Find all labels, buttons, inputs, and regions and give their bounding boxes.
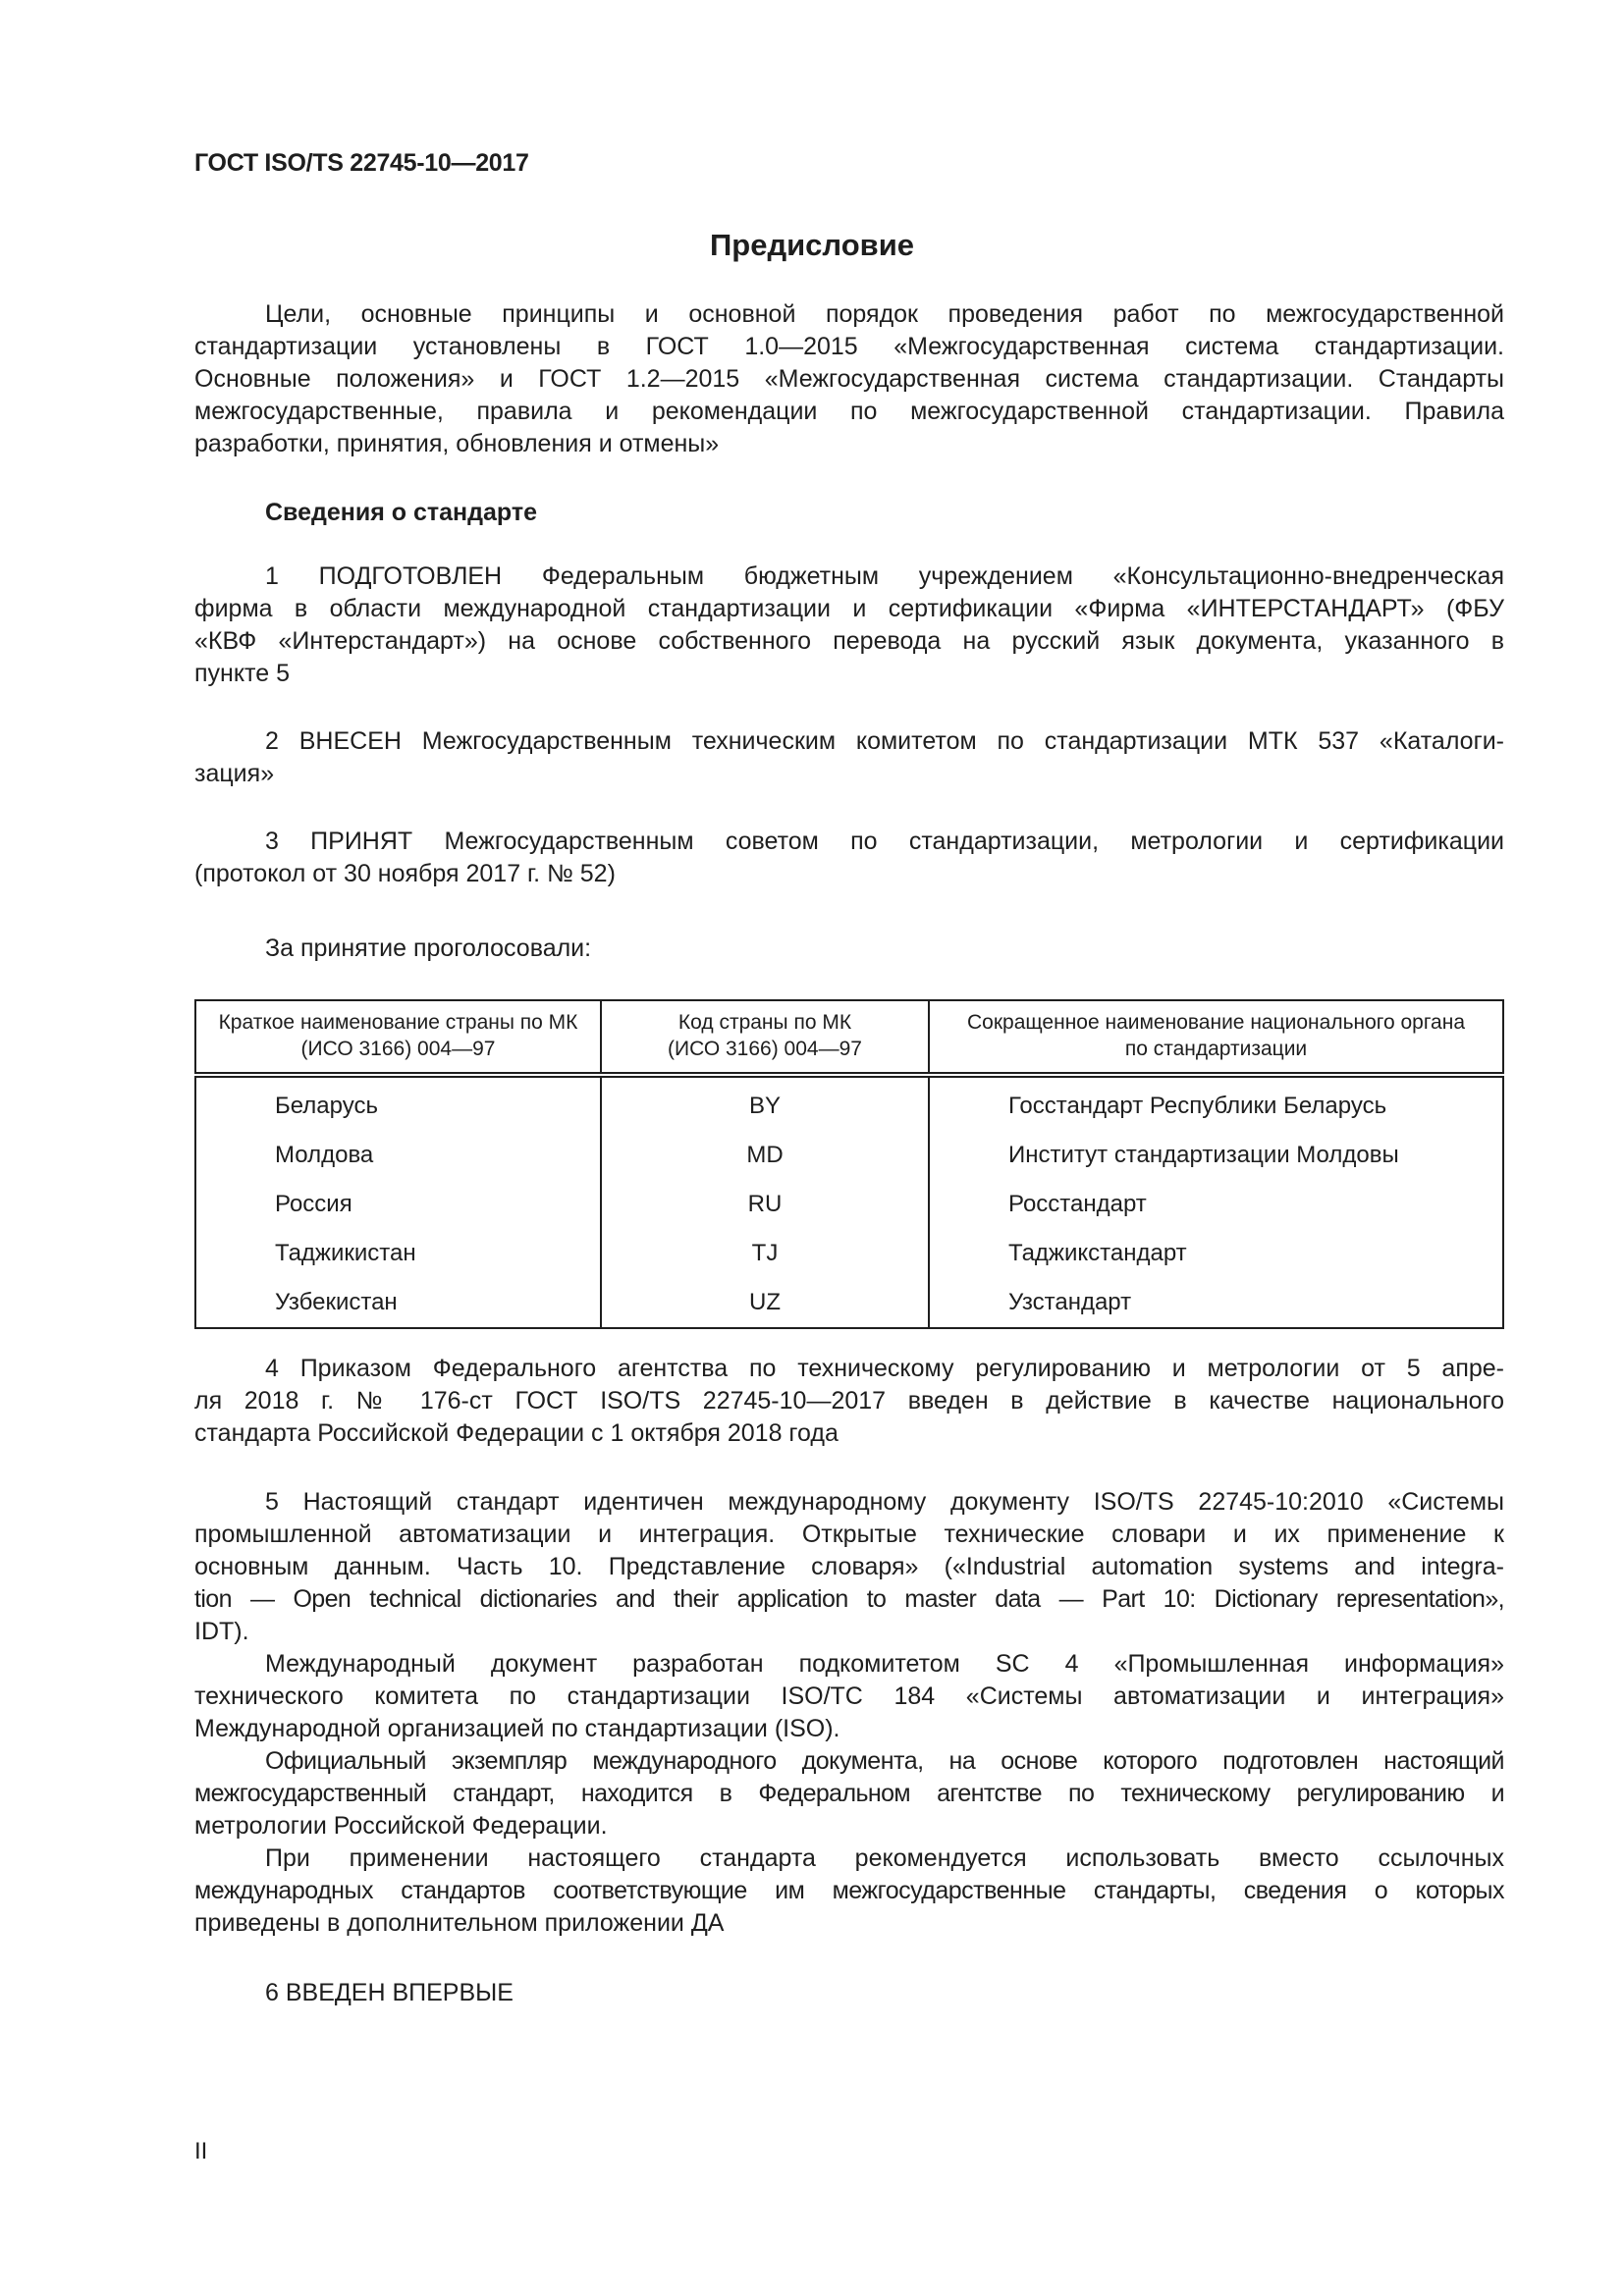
country-cell: Беларусь (195, 1075, 601, 1131)
authority-cell: Узстандарт (1008, 1289, 1132, 1315)
text-line: промышленной автоматизации и интеграция. Открытые технические словари и их применение к (194, 1521, 1504, 1548)
country-cell: Таджикистан (195, 1229, 601, 1278)
column-header-code: Код страны по МК (ИСО 3166) 004—97 (601, 1000, 929, 1075)
text-line: зация» (194, 760, 275, 787)
item-3 (194, 826, 1504, 890)
text-line: пункте 5 (194, 660, 290, 687)
text-line: При применении настоящего стандарта рекомендуется использовать вместо ссылочных (265, 1844, 1504, 1872)
column-header-country: Краткое наименование страны по МК (ИСО 3166) 004—97 (195, 1000, 601, 1075)
column-header-authority: Сокращенное наименование национального органа по стандартизации (929, 1000, 1503, 1075)
voted-label (194, 933, 1504, 965)
table-row (195, 1229, 1503, 1278)
page-title: Предисловие (709, 228, 914, 262)
text-line: Основные положения» и ГОСТ 1.2—2015 «Межгосударственная система стандартизации. Стандарты (194, 365, 1504, 393)
text-line: основным данным. Часть 10. Представление словаря» («Industrial automation systems and integra- (194, 1553, 1504, 1580)
authority-cell: Росстандарт (1008, 1191, 1147, 1217)
text-line: 2 ВНЕСЕН Межгосударственным техническим комитетом по стандартизации МТК 537 «Каталоги- (265, 727, 1504, 755)
text-line: Цели, основные принципы и основной порядок проведения работ по межгосударственной (265, 300, 1504, 328)
document-code: ГОСТ ISO/TS 22745-10—2017 (194, 149, 529, 177)
text-line: разработки, принятия, обновления и отмены» (194, 430, 720, 457)
voting-table (194, 999, 1504, 1329)
text-line: 4 Приказом Федерального агентства по техническому регулированию и метрологии от 5 апре- (265, 1355, 1504, 1382)
authority-cell: Госстандарт Республики Беларусь (1008, 1093, 1387, 1119)
subheading: Сведения о стандарте (265, 499, 538, 526)
text-line: приведены в дополнительном приложении ДА (194, 1909, 725, 1937)
authority-cell: Таджикстандарт (1008, 1240, 1187, 1266)
text-line: 3 ПРИНЯТ Межгосударственным советом по стандартизации, метрологии и сертификации (265, 828, 1504, 855)
text-line: метрологии Российской Федерации. (194, 1812, 608, 1840)
country-cell: Узбекистан (195, 1278, 601, 1328)
text-line: технического комитета по стандартизации ISO/TC 184 «Системы автоматизации и интеграция» (194, 1682, 1504, 1710)
text-line: Международный документ разработан подкомитетом SC 4 «Промышленная информация» (265, 1650, 1504, 1678)
section-heading (194, 497, 1504, 529)
code-cell: RU (601, 1180, 929, 1229)
authority-cell: Институт стандартизации Молдовы (1008, 1142, 1399, 1168)
text-line: Официальный экземпляр международного документа, на основе которого подготовлен настоящий (265, 1747, 1504, 1775)
text-line: (протокол от 30 ноября 2017 г. № 52) (194, 860, 616, 887)
country-cell: Молдова (195, 1131, 601, 1180)
intro-paragraph (194, 298, 1504, 460)
table-header-row (195, 1000, 1503, 1075)
text-line: IDT). (194, 1618, 249, 1645)
text-line: ля 2018 г. № 176-ст ГОСТ ISO/TS 22745-10—2017 введен в действие в качестве национального (194, 1387, 1504, 1415)
text-line: 6 ВВЕДЕН ВПЕРВЫЕ (265, 1979, 514, 2006)
text-line: межгосударственные, правила и рекомендации по межгосударственной стандартизации. Правила (194, 398, 1504, 425)
text-line: межгосударственный стандарт, находится в Федеральном агентстве по техническому регулированию и (194, 1780, 1504, 1807)
text-line: международных стандартов соответствующие им межгосударственные стандарты, сведения о которых (194, 1877, 1504, 1904)
code-cell: UZ (601, 1278, 929, 1328)
code-cell: BY (601, 1075, 929, 1131)
text-line: За принятие проголосовали: (265, 934, 592, 962)
page-number: II (194, 2138, 208, 2164)
item-5 (194, 1486, 1504, 1940)
text-line: 1 ПОДГОТОВЛЕН Федеральным бюджетным учреждением «Консультационно-внедренческая (265, 562, 1504, 590)
table-row (195, 1131, 1503, 1180)
item-6 (194, 1977, 1504, 2009)
country-cell: Россия (195, 1180, 601, 1229)
text-line: «КВФ «Интерстандарт») на основе собственного перевода на русский язык документа, указанного в (194, 627, 1504, 655)
text-line: стандартизации установлены в ГОСТ 1.0—2015 «Межгосударственная система стандартизации. (194, 333, 1504, 360)
code-cell: TJ (601, 1229, 929, 1278)
code-cell: MD (601, 1131, 929, 1180)
table-row (195, 1180, 1503, 1229)
text-line: tion — Open technical dictionaries and their application to master data — Part 10: Dictionary representation», (194, 1585, 1504, 1613)
text-line: 5 Настоящий стандарт идентичен международному документу ISO/TS 22745-10:2010 «Системы (265, 1488, 1504, 1516)
table-row (195, 1075, 1503, 1131)
table-row (195, 1278, 1503, 1328)
text-line: фирма в области международной стандартизации и сертификации «Фирма «ИНТЕРСТАНДАРТ» (ФБУ (194, 595, 1504, 622)
item-2 (194, 725, 1504, 790)
text-line: Международной организацией по стандартизации (ISO). (194, 1715, 840, 1742)
item-4 (194, 1353, 1504, 1450)
item-1 (194, 561, 1504, 690)
text-line: стандарта Российской Федерации с 1 октября 2018 года (194, 1419, 839, 1447)
